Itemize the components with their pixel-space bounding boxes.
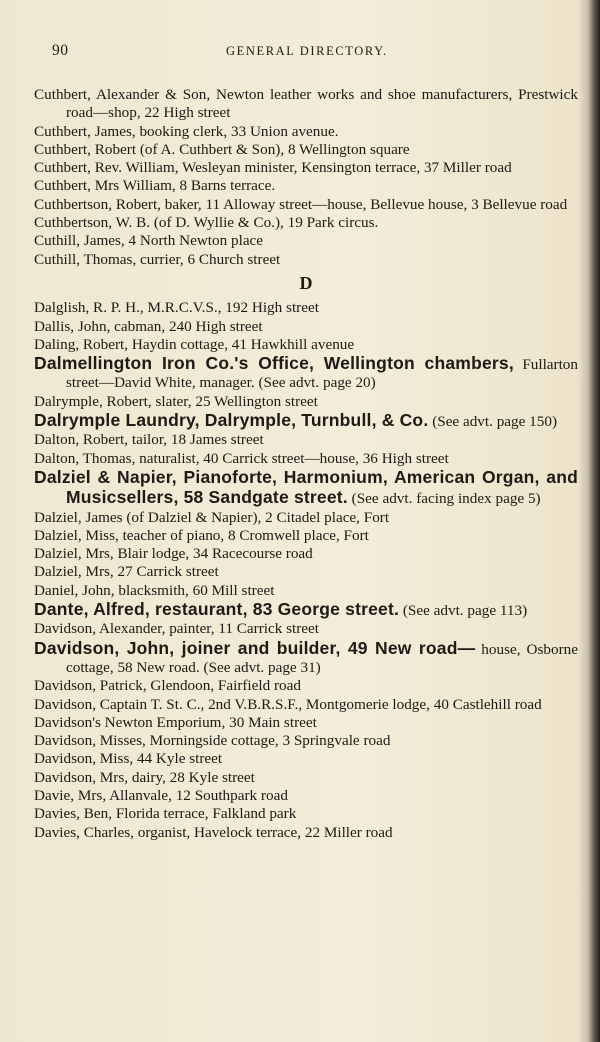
directory-entry [34,787,578,805]
entry-text: (See advt. page 150) [428,413,558,431]
directory-entry [34,431,578,449]
entry-text: Cuthill, James, 4 North Newton place [34,232,264,250]
directory-entry [34,805,578,823]
directory-listing [34,86,578,842]
entry-bold-heading: Dante, Alfred, restaurant, 83 George street. [34,599,400,620]
page-header [0,42,600,64]
directory-entry [34,620,578,638]
directory-entry [34,318,578,336]
directory-entry [34,196,578,214]
entry-text: Davies, Ben, Florida terrace, Falkland park [34,805,297,823]
directory-entry [34,600,578,620]
directory-entry [34,527,578,545]
entry-text: Dallis, John, cabman, 240 High street [34,317,263,335]
directory-entry [34,750,578,768]
entry-text: Davidson's Newton Emporium, 30 Main street [34,713,317,731]
directory-entry [34,509,578,527]
entry-bold-heading: Davidson, John, joiner and builder, 49 New road— [34,637,476,658]
directory-entry [34,159,578,177]
entry-text: Cuthbert, Mrs William, 8 Barns terrace. [34,177,276,195]
entry-text: Davidson, Mrs, dairy, 28 Kyle street [34,768,255,786]
entry-bold-heading: Dalmellington Iron Co.'s Office, Wellington chambers, [34,353,514,374]
directory-entry [34,545,578,563]
directory-entry [34,732,578,750]
directory-entry [34,232,578,250]
entries-cuthbert-block [34,86,578,269]
directory-entry [34,450,578,468]
entry-text: Dalton, Robert, tailor, 18 James street [34,431,264,449]
directory-entry [34,86,578,123]
directory-entry [34,696,578,714]
entry-text: Daling, Robert, Haydin cottage, 41 Hawkhill avenue [34,335,355,353]
entry-text: Davidson, Miss, 44 Kyle street [34,750,223,768]
page-number: 90 [52,42,69,59]
entries-d-block [34,299,578,842]
entry-bold-heading: Dalrymple Laundry, Dalrymple, Turnbull, & Co. [34,410,429,431]
entry-text: house, Osborne cottage, 58 New road. (See advt. page 31) [66,640,579,676]
section-letter: D [299,272,313,293]
entry-text: Cuthbert, Rev. William, Wesleyan minister, Kensington terrace, 37 Miller road [34,159,512,177]
entry-text: Cuthbertson, Robert, baker, 11 Alloway street—house, Bellevue house, 3 Bellevue road [34,195,568,213]
entry-text: Cuthbert, Robert (of A. Cuthbert & Son), 8 Wellington square [34,140,410,158]
directory-entry [34,582,578,600]
directory-entry [34,639,578,678]
entry-text: Dalglish, R. P. H., M.R.C.V.S., 192 High street [34,299,319,317]
entry-text: Davidson, Misses, Morningside cottage, 3 Springvale road [34,732,391,750]
entry-text: Dalziel, Mrs, 27 Carrick street [34,563,219,581]
directory-entry [34,177,578,195]
directory-entry [34,251,578,269]
running-title: GENERAL DIRECTORY. [226,44,388,58]
entry-text: Cuthill, Thomas, currier, 6 Church street [34,250,281,268]
book-spine-shadow [578,0,600,1042]
entry-text: Dalton, Thomas, naturalist, 40 Carrick street—house, 36 High street [34,449,449,467]
directory-entry [34,677,578,695]
entry-text: Fullarton street—David White, manager. (See advt. page 20) [66,356,578,392]
directory-entry [34,824,578,842]
entry-text: Davidson, Alexander, painter, 11 Carrick street [34,620,320,638]
directory-entry [34,714,578,732]
entry-text: Cuthbert, Alexander & Son, Newton leather works and shoe manufacturers, Prestwick road—shop, 22 High street [34,86,578,122]
entry-text: Davidson, Captain T. St. C., 2nd V.B.R.S.F., Montgomerie lodge, 40 Castlehill road [34,695,542,713]
directory-entry [34,299,578,317]
directory-entry [34,411,578,431]
entry-text: Cuthbertson, W. B. (of D. Wyllie & Co.), 19 Park circus. [34,214,379,232]
entry-bold-heading: Dalziel & Napier, Pianoforte, Harmonium, American Organ, and Musicsellers, 58 Sandgate street. [34,466,578,508]
entry-text: Daniel, John, blacksmith, 60 Mill street [34,581,275,599]
directory-entry [34,141,578,159]
directory-entry [34,769,578,787]
entry-text: Dalziel, James (of Dalziel & Napier), 2 Citadel place, Fort [34,508,390,526]
entry-text: Cuthbert, James, booking clerk, 33 Union avenue. [34,122,339,140]
directory-entry [34,468,578,509]
entry-text: Dalrymple, Robert, slater, 25 Wellington street [34,392,318,410]
entry-text: Dalziel, Miss, teacher of piano, 8 Cromwell place, Fort [34,526,369,544]
entry-text: Dalziel, Mrs, Blair lodge, 34 Racecourse road [34,545,313,563]
directory-entry [34,354,578,393]
entry-text: Davie, Mrs, Allanvale, 12 Southpark road [34,786,288,804]
directory-entry [34,393,578,411]
directory-entry [34,563,578,581]
directory-entry [34,214,578,232]
entry-text: Davies, Charles, organist, Havelock terrace, 22 Miller road [34,823,393,841]
entry-text: Davidson, Patrick, Glendoon, Fairfield road [34,677,301,695]
directory-entry [34,123,578,141]
directory-entry [34,336,578,354]
entry-text: (See advt. facing index page 5) [347,490,541,508]
entry-text: (See advt. page 113) [399,602,528,620]
